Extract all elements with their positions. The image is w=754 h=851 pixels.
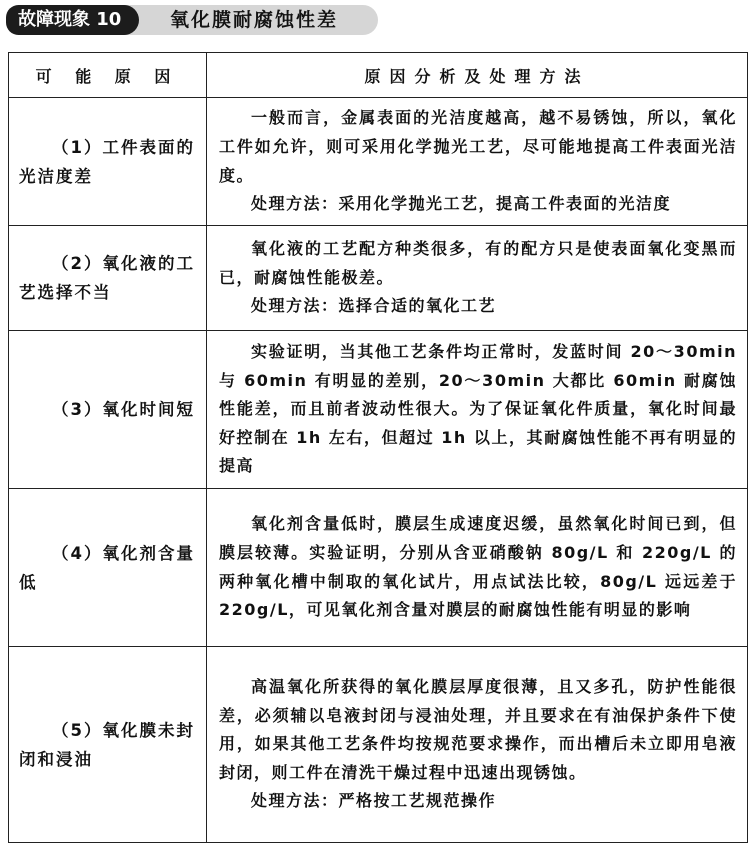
analysis-text: 氧化液的工艺配方种类很多，有的配方只是使表面氧化变黑而已，耐腐蚀性能极差。 [219, 239, 737, 287]
analysis-cell [207, 226, 748, 331]
column-header-analysis: 原因分析及处理方法 [207, 53, 748, 98]
method-label: 处理方法： [251, 194, 339, 214]
table-row [9, 489, 748, 647]
fault-table [8, 52, 748, 843]
section-header [0, 0, 754, 44]
column-header-cause: 可 能 原 因 [9, 53, 207, 98]
cause-cell: （3）氧化时间短 [9, 331, 207, 489]
analysis-text: 实验证明，当其他工艺条件均正常时，发蓝时间 20～30min 与 60min 有明显的差别，20～30min 大都比 60min 耐腐蚀性能差，而且前者波动性很大。为了保证氧化件质量，氧化时间最好控制在 1h 左右，但超过 1h 以上，其耐腐蚀性能不再有明显的提高 [219, 342, 737, 476]
cause-cell: （4）氧化剂含量低 [9, 489, 207, 647]
fault-tag: 故障现象 10 [6, 5, 139, 35]
method-line [219, 190, 737, 219]
table-header-row [9, 53, 748, 98]
method-line [219, 787, 737, 816]
analysis-text: 一般而言，金属表面的光洁度越高，越不易锈蚀，所以，氧化工件如允许，则可采用化学抛光工艺，尽可能地提高工件表面光洁度。 [219, 108, 737, 185]
method-text: 选择合适的氧化工艺 [338, 296, 497, 316]
method-label: 处理方法： [251, 296, 339, 316]
table-row [9, 331, 748, 489]
cause-cell: （1）工件表面的光洁度差 [9, 98, 207, 226]
analysis-cell [207, 331, 748, 489]
fault-title: 氧化膜耐腐蚀性差 [170, 9, 339, 31]
table-row [9, 647, 748, 843]
table-row [9, 98, 748, 226]
analysis-cell [207, 98, 748, 226]
method-line [219, 292, 737, 321]
method-label: 处理方法： [251, 791, 339, 811]
analysis-text: 氧化剂含量低时，膜层生成速度迟缓，虽然氧化时间已到，但膜层较薄。实验证明，分别从含亚硝酸钠 80g/L 和 220g/L 的两种氧化槽中制取的氧化试片，用点试法比较，80g/L 远远差于 220g/L，可见氧化剂含量对膜层的耐腐蚀性能有明显的影响 [219, 514, 737, 620]
cause-cell: （2）氧化液的工艺选择不当 [9, 226, 207, 331]
method-text: 严格按工艺规范操作 [338, 791, 497, 811]
cause-cell: （5）氧化膜未封闭和浸油 [9, 647, 207, 843]
analysis-cell [207, 489, 748, 647]
table-row [9, 226, 748, 331]
analysis-text: 高温氧化所获得的氧化膜层厚度很薄，且又多孔，防护性能很差，必须辅以皂液封闭与浸油处理，并且要求在有油保护条件下使用，如果其他工艺条件均按规范要求操作，而出槽后未立即用皂液封闭，则工件在清洗干燥过程中迅速出现锈蚀。 [219, 677, 737, 782]
analysis-cell [207, 647, 748, 843]
method-text: 采用化学抛光工艺，提高工件表面的光洁度 [338, 194, 672, 214]
